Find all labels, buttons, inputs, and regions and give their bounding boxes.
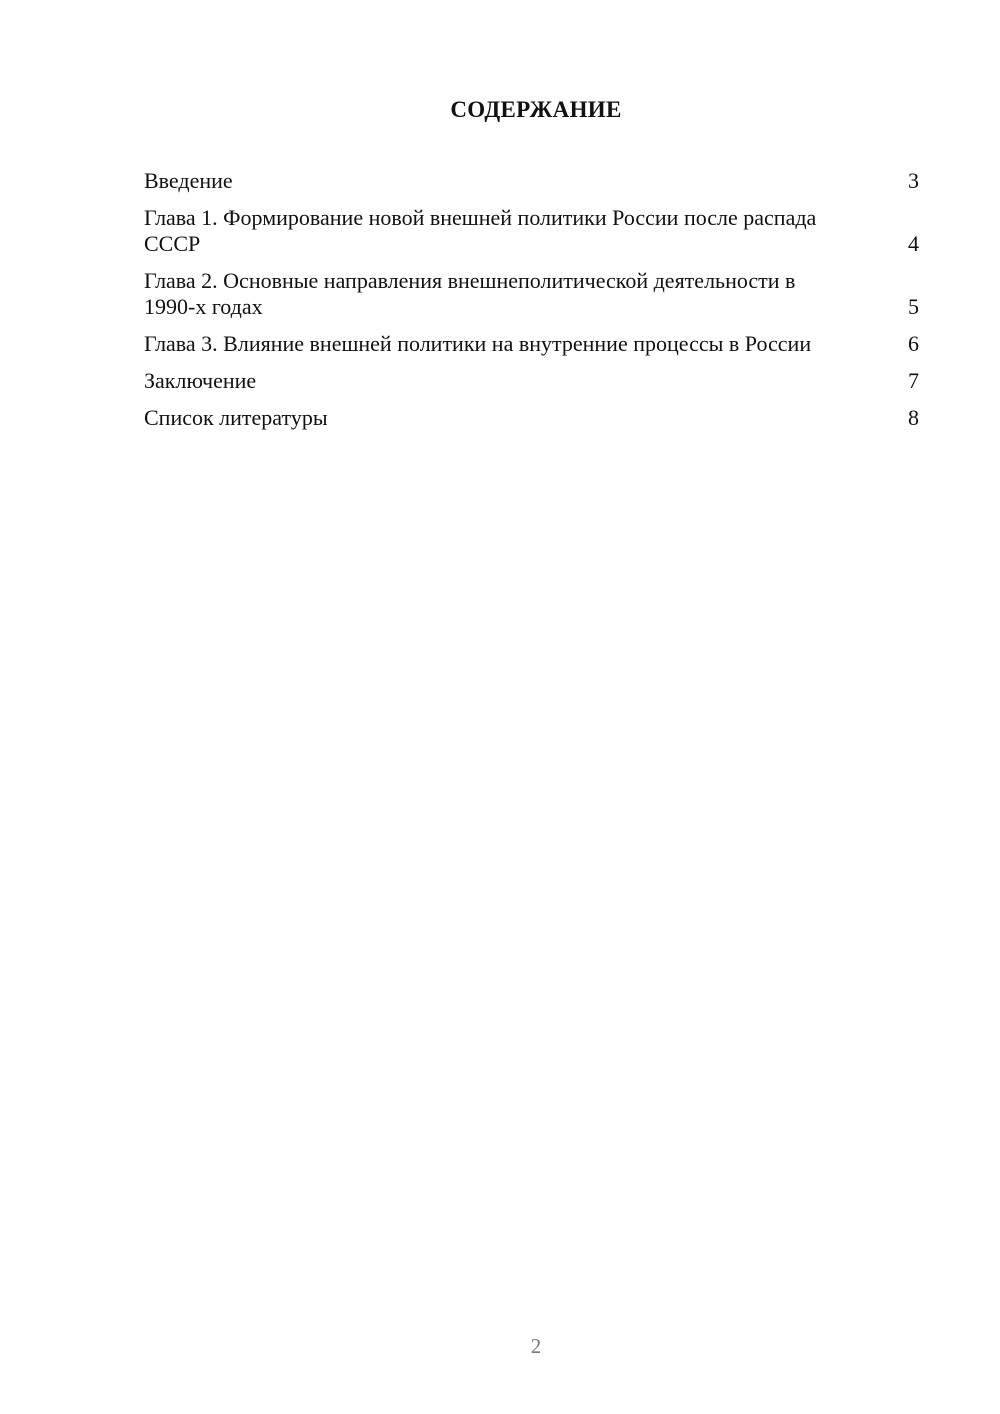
toc-entry-page: 7 [908, 368, 919, 393]
toc-entry-chapter-3 [144, 331, 919, 357]
page-number: 2 [530, 1334, 542, 1358]
toc-entry-references [144, 405, 919, 431]
toc-entry-label: Глава 3. Влияние внешней политики на внутренние процессы в России [144, 331, 812, 356]
table-of-contents [144, 168, 919, 442]
toc-entry-page: 3 [908, 168, 919, 193]
toc-entry-page: 4 [908, 231, 919, 256]
page-title: СОДЕРЖАНИЕ [450, 97, 622, 122]
toc-entry-page: 8 [908, 405, 919, 430]
toc-entry-page: 6 [908, 331, 919, 356]
toc-entry-label: Глава 2. Основные направления внешнеполитической деятельности в 1990-х годах [144, 268, 796, 319]
toc-entry-label: Глава 1. Формирование новой внешней политики России после распада СССР [144, 205, 817, 256]
toc-entry-introduction [144, 168, 919, 194]
toc-entry-chapter-1 [144, 205, 919, 257]
toc-entry-label: Введение [144, 168, 233, 193]
toc-entry-chapter-2 [144, 268, 919, 320]
toc-entry-conclusion [144, 368, 919, 394]
toc-entry-label: Список литературы [144, 405, 328, 430]
toc-entry-label: Заключение [144, 368, 257, 393]
toc-entry-page: 5 [908, 294, 919, 319]
